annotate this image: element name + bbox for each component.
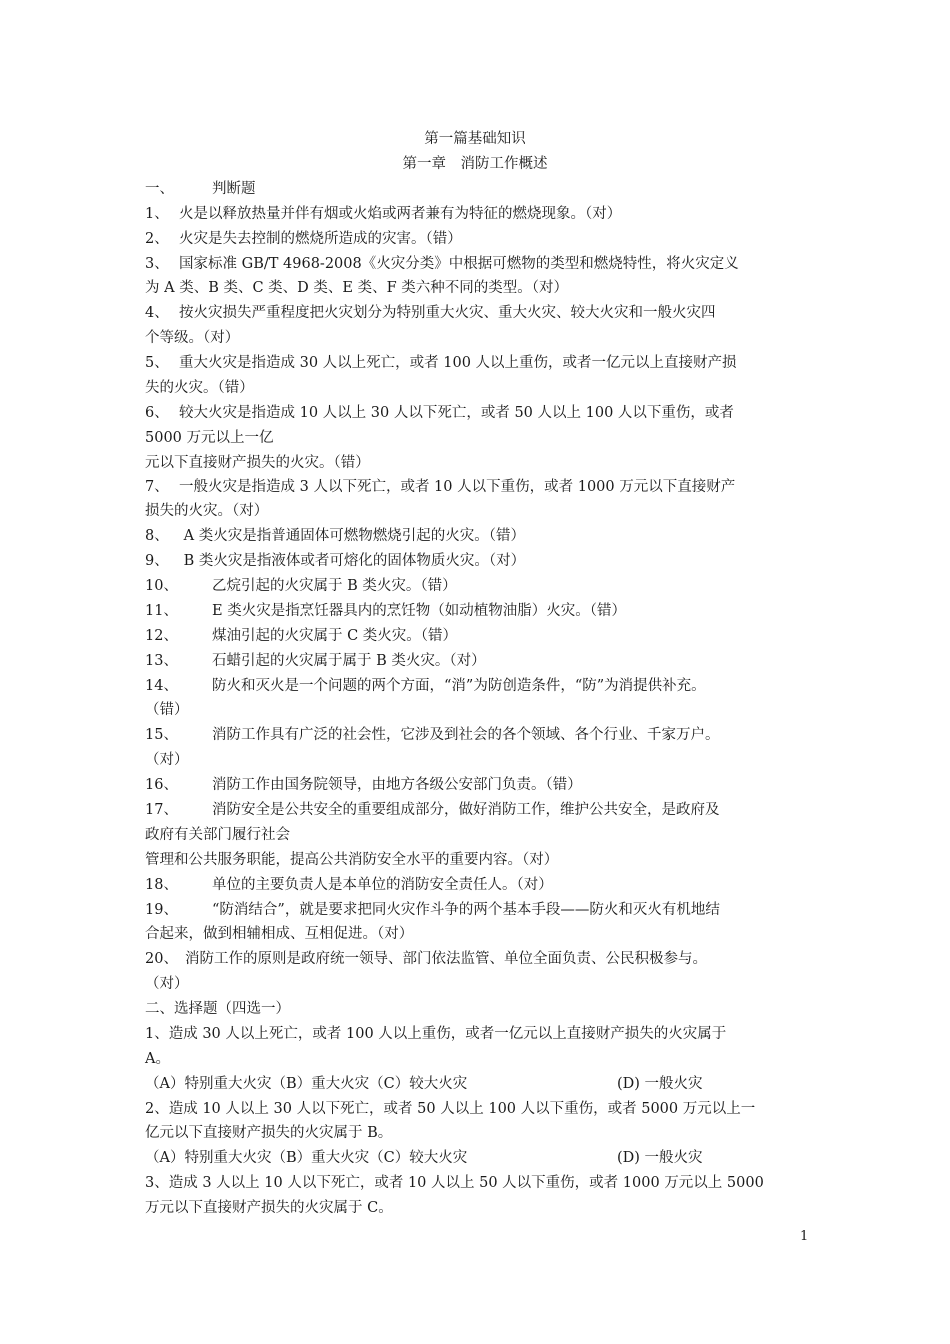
- tf-item-14: [145, 675, 706, 697]
- options-abc: （A）特别重大火灾（B）重大火灾（C）较大火灾: [145, 1150, 468, 1166]
- section-label: 判断题: [212, 181, 256, 197]
- mc-question-3: 3、造成 3 人以上 10 人以下死亡，或者 10 人以上 50 人以下重伤，或者 1000 万元以上 5000: [145, 1175, 764, 1191]
- tf-item-20: [145, 948, 707, 970]
- tf-item-3-cont: 为 A 类、B 类、C 类、D 类、E 类、F 类六种不同的类型。（对）: [145, 280, 569, 296]
- item-text: 乙烷引起的火灾属于 B 类火灾。（错）: [212, 578, 457, 594]
- tf-item-13: [145, 650, 486, 672]
- item-text: 火是以释放热量并伴有烟或火焰或两者兼有为特征的燃烧现象。（对）: [179, 206, 622, 222]
- item-number: 12、: [145, 628, 178, 644]
- tf-item-17: [145, 799, 720, 821]
- tf-item-4-cont: 个等级。（对）: [145, 330, 240, 346]
- chapter-title: 第一章 消防工作概述: [402, 156, 548, 172]
- item-number: 5、: [145, 355, 169, 371]
- item-number: 15、: [145, 727, 178, 743]
- option-d: (D) 一般火灾: [617, 1150, 703, 1166]
- item-number: 3、: [145, 256, 169, 272]
- item-number: 14、: [145, 678, 178, 694]
- item-text: B 类火灾是指液体或者可熔化的固体物质火灾。（对）: [179, 553, 526, 569]
- tf-item-6-cont: 5000 万元以上一亿: [145, 430, 274, 446]
- mc-question-1: 1、造成 30 人以上死亡，或者 100 人以上重伤，或者一亿元以上直接财产损失的火灾属于: [145, 1026, 727, 1042]
- item-text: 较大火灾是指造成 10 人以上 30 人以下死亡，或者 50 人以上 100 人以下重伤，或者: [179, 405, 734, 421]
- tf-item-11: [145, 600, 626, 622]
- item-number: 6、: [145, 405, 169, 421]
- item-text: 一般火灾是指造成 3 人以下死亡，或者 10 人以下重伤，或者 1000 万元以下直接财产: [179, 479, 736, 495]
- tf-item-18: [145, 874, 553, 896]
- mc-options-1: [145, 1073, 703, 1095]
- mc-question-1-cont: A。: [145, 1051, 170, 1067]
- item-text: 单位的主要负责人是本单位的消防安全责任人。（对）: [212, 877, 553, 893]
- item-text: 煤油引起的火灾属于 C 类火灾。（错）: [212, 628, 458, 644]
- item-number: 19、: [145, 902, 178, 918]
- tf-item-10: [145, 575, 457, 597]
- item-number: 9、: [145, 553, 169, 569]
- item-number: 10、: [145, 578, 178, 594]
- item-number: 8、: [145, 528, 169, 544]
- item-text: 消防工作具有广泛的社会性，它涉及到社会的各个领域、各个行业、千家万户。: [212, 727, 720, 743]
- tf-item-14-cont: （错）: [145, 702, 189, 718]
- mc-question-2: 2、造成 10 人以上 30 人以下死亡，或者 50 人以上 100 人以下重伤，或者 5000 万元以上一: [145, 1101, 756, 1117]
- item-number: 13、: [145, 653, 178, 669]
- mc-question-2-cont: 亿元以下直接财产损失的火灾属于 B。: [145, 1125, 393, 1141]
- item-text: 石蜡引起的火灾属于属于 B 类火灾。（对）: [212, 653, 486, 669]
- item-number: 11、: [145, 603, 178, 619]
- tf-item-17-cont2: 管理和公共服务职能，提高公共消防安全水平的重要内容。（对）: [145, 852, 559, 868]
- options-abc: （A）特别重大火灾（B）重大火灾（C）较大火灾: [145, 1076, 468, 1092]
- item-number: 16、: [145, 777, 178, 793]
- item-number: 7、: [145, 479, 169, 495]
- item-text: 消防安全是公共安全的重要组成部分，做好消防工作，维护公共安全，是政府及: [212, 802, 720, 818]
- tf-item-16: [145, 774, 582, 796]
- item-number: 2、: [145, 231, 169, 247]
- tf-item-9: [145, 550, 525, 572]
- tf-item-3: [145, 253, 739, 275]
- item-text: 国家标准 GB/T 4968-2008《火灾分类》中根据可燃物的类型和燃烧特性，将火灾定义: [179, 256, 739, 272]
- section-heading: [145, 178, 256, 200]
- mc-question-3-cont: 万元以下直接财产损失的火灾属于 C。: [145, 1200, 393, 1216]
- item-text: 火灾是失去控制的燃烧所造成的灾害。（错）: [179, 231, 462, 247]
- mc-options-2: [145, 1147, 703, 1169]
- tf-item-12: [145, 625, 457, 647]
- option-d: (D) 一般火灾: [617, 1076, 703, 1092]
- item-number: 4、: [145, 305, 169, 321]
- tf-item-6: [145, 402, 734, 424]
- document-title: 第一篇基础知识: [424, 131, 526, 147]
- tf-item-7-cont: 损失的火灾。（对）: [145, 503, 269, 519]
- tf-item-2: [145, 228, 462, 250]
- item-number: 18、: [145, 877, 178, 893]
- section-number: 一、: [145, 181, 174, 197]
- item-number: 17、: [145, 802, 178, 818]
- item-text: 重大火灾是指造成 30 人以上死亡，或者 100 人以上重伤，或者一亿元以上直接财产损: [179, 355, 737, 371]
- tf-item-20-cont: （对）: [145, 976, 189, 992]
- tf-item-8: [145, 525, 525, 547]
- section2-heading: 二、选择题（四选一）: [145, 1001, 290, 1017]
- tf-item-15: [145, 724, 720, 746]
- tf-item-7: [145, 476, 735, 498]
- item-text: E 类火灾是指烹饪器具内的烹饪物（如动植物油脂）火灾。（错）: [212, 603, 626, 619]
- tf-item-15-cont: （对）: [145, 752, 189, 768]
- tf-item-5-cont: 失的火灾。（错）: [145, 380, 254, 396]
- tf-item-5: [145, 352, 737, 374]
- tf-item-6-cont2: 元以下直接财产损失的火灾。（错）: [145, 455, 370, 471]
- tf-item-1: [145, 203, 621, 225]
- item-text: 消防工作由国务院领导，由地方各级公安部门负责。（错）: [212, 777, 582, 793]
- item-text: “防消结合”，就是要求把同火灾作斗争的两个基本手段——防火和灭火有机地结: [212, 902, 720, 918]
- tf-item-19: [145, 899, 720, 921]
- item-text: 按火灾损失严重程度把火灾划分为特别重大火灾、重大火灾、较大火灾和一般火灾四: [179, 305, 716, 321]
- tf-item-4: [145, 302, 716, 324]
- item-text: 防火和灭火是一个问题的两个方面，“消”为防创造条件，“防”为消提供补充。: [212, 678, 706, 694]
- item-number: 20、: [145, 951, 178, 967]
- item-number: 1、: [145, 206, 169, 222]
- page-number: 1: [800, 1229, 809, 1244]
- item-text: A 类火灾是指普通固体可燃物燃烧引起的火灾。（错）: [179, 528, 525, 544]
- item-text: 消防工作的原则是政府统一领导、部门依法监管、单位全面负责、公民积极参与。: [185, 951, 707, 967]
- tf-item-17-cont: 政府有关部门履行社会: [145, 827, 290, 843]
- tf-item-19-cont: 合起来，做到相辅相成、互相促进。（对）: [145, 926, 414, 942]
